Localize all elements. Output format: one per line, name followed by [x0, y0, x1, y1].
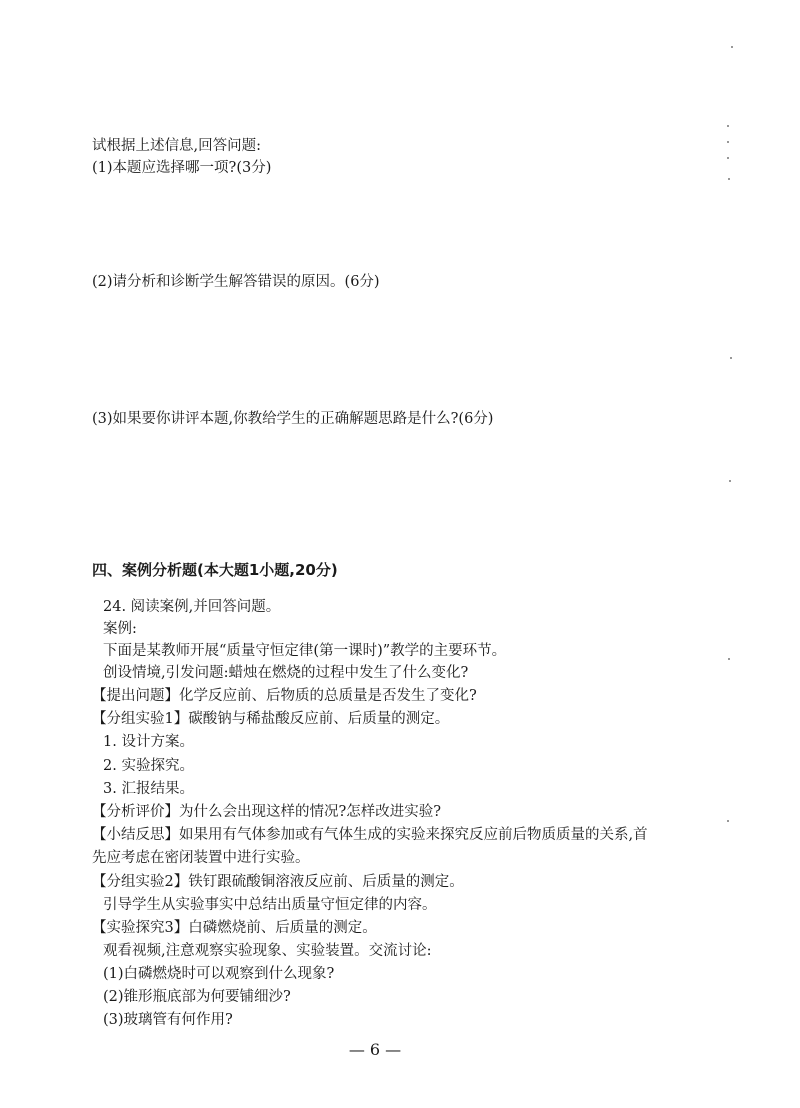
scan-speck — [727, 125, 729, 127]
case-line: (1)白磷燃烧时可以观察到什么现象? — [103, 966, 335, 982]
case-line: (3)玻璃管有何作用? — [103, 1012, 233, 1028]
case-line: 创设情境,引发问题:蜡烛在燃烧的过程中发生了什么变化? — [103, 665, 469, 681]
question-24-prompt: 24. 阅读案例,并回答问题。 — [103, 599, 281, 615]
intro-text: 试根据上述信息,回答问题: — [92, 138, 261, 154]
case-line: 【提出问题】化学反应前、后物质的总质量是否发生了变化? — [92, 688, 477, 704]
case-line: 3. 汇报结果。 — [103, 781, 194, 797]
case-line: 1. 设计方案。 — [103, 734, 194, 750]
question-3: (3)如果要你讲评本题,你教给学生的正确解题思路是什么?(6分) — [92, 411, 494, 427]
case-line: 【分析评价】为什么会出现这样的情况?怎样改进实验? — [92, 804, 442, 820]
case-line: 先应考虑在密闭装置中进行实验。 — [92, 850, 310, 866]
case-line: 【分组实验2】铁钉跟硫酸铜溶液反应前、后质量的测定。 — [92, 874, 464, 890]
case-line: 【小结反思】如果用有气体参加或有气体生成的实验来探究反应前后物质质量的关系,首 — [92, 827, 648, 843]
question-2: (2)请分析和诊断学生解答错误的原因。(6分) — [92, 274, 380, 290]
case-line: 引导学生从实验事实中总结出质量守恒定律的内容。 — [103, 897, 437, 913]
case-line: 【实验探究3】白磷燃烧前、后质量的测定。 — [92, 920, 377, 936]
scan-speck — [730, 357, 732, 359]
scan-speck — [729, 480, 731, 482]
case-label: 案例: — [103, 621, 137, 637]
page-number: — 6 — — [348, 1040, 402, 1059]
scan-speck — [728, 658, 730, 660]
section-heading: 四、案例分析题(本大题1小题,20分) — [92, 561, 338, 579]
question-1: (1)本题应选择哪一项?(3分) — [92, 160, 272, 176]
scan-speck — [731, 46, 733, 48]
scan-speck — [727, 820, 729, 822]
case-line: 2. 实验探究。 — [103, 758, 194, 774]
scan-speck — [727, 141, 729, 143]
case-line: 观看视频,注意观察实验现象、实验装置。交流讨论: — [103, 943, 432, 959]
case-line: 下面是某教师开展“质量守恒定律(第一课时)”教学的主要环节。 — [103, 643, 507, 659]
scan-speck — [728, 178, 730, 180]
case-line: 【分组实验1】碳酸钠与稀盐酸反应前、后质量的测定。 — [92, 711, 450, 727]
scan-speck — [727, 157, 729, 159]
case-line: (2)锥形瓶底部为何要铺细沙? — [103, 989, 291, 1005]
